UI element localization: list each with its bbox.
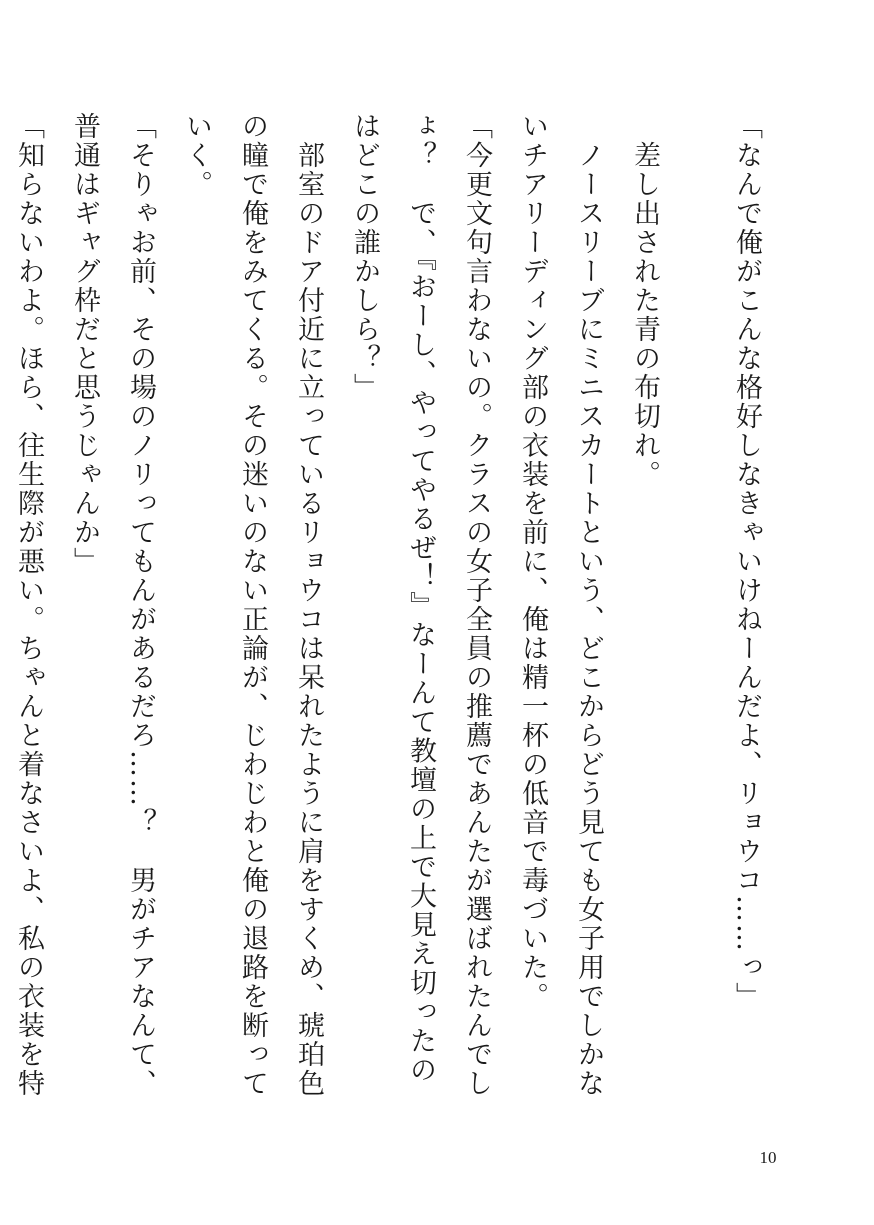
text-line: 「なんで俺がこんな格好しなきゃいけねーんだよ、リョウコ……っ」 [731, 112, 762, 1011]
text-line: ノースリーブにミニスカートという、どこからどう見ても女子用でしかな [573, 112, 604, 1098]
vertical-body-text [13, 112, 774, 1098]
text-line: いく。 [181, 112, 212, 199]
text-line: 「そりゃお前、その場のノリってもんがあるだろ……？ 男がチアなんて、 [125, 112, 156, 1098]
text-line: いチアリーディング部の衣装を前に、俺は精一杯の低音で毒づいた。 [517, 112, 548, 1011]
page-number: 10 [759, 1148, 777, 1167]
text-line: 普通はギャグ枠だと思うじゃんか」 [69, 112, 100, 576]
text-line: 差し出された青の布切れ。 [629, 112, 660, 489]
text-line: はどこの誰かしら？」 [349, 112, 380, 402]
line-spacer [672, 112, 718, 1062]
text-line: 「今更文句言わないの。クラスの女子全員の推薦であんたが選ばれたんでし [461, 112, 492, 1098]
text-line: の瞳で俺をみてくる。その迷いのない正論が、じわじわと俺の退路を断って [237, 112, 268, 1098]
text-line: ょ？ で、『おーし、やってやるぜ！』なーんて教壇の上で大見え切ったの [405, 112, 436, 1085]
text-line: 「知らないわよ。ほら、往生際が悪い。ちゃんと着なさいよ、私の衣装を特 [13, 112, 44, 1098]
text-line: 部室のドア付近に立っているリョウコは呆れたように肩をすくめ、琥珀色 [293, 112, 324, 1098]
